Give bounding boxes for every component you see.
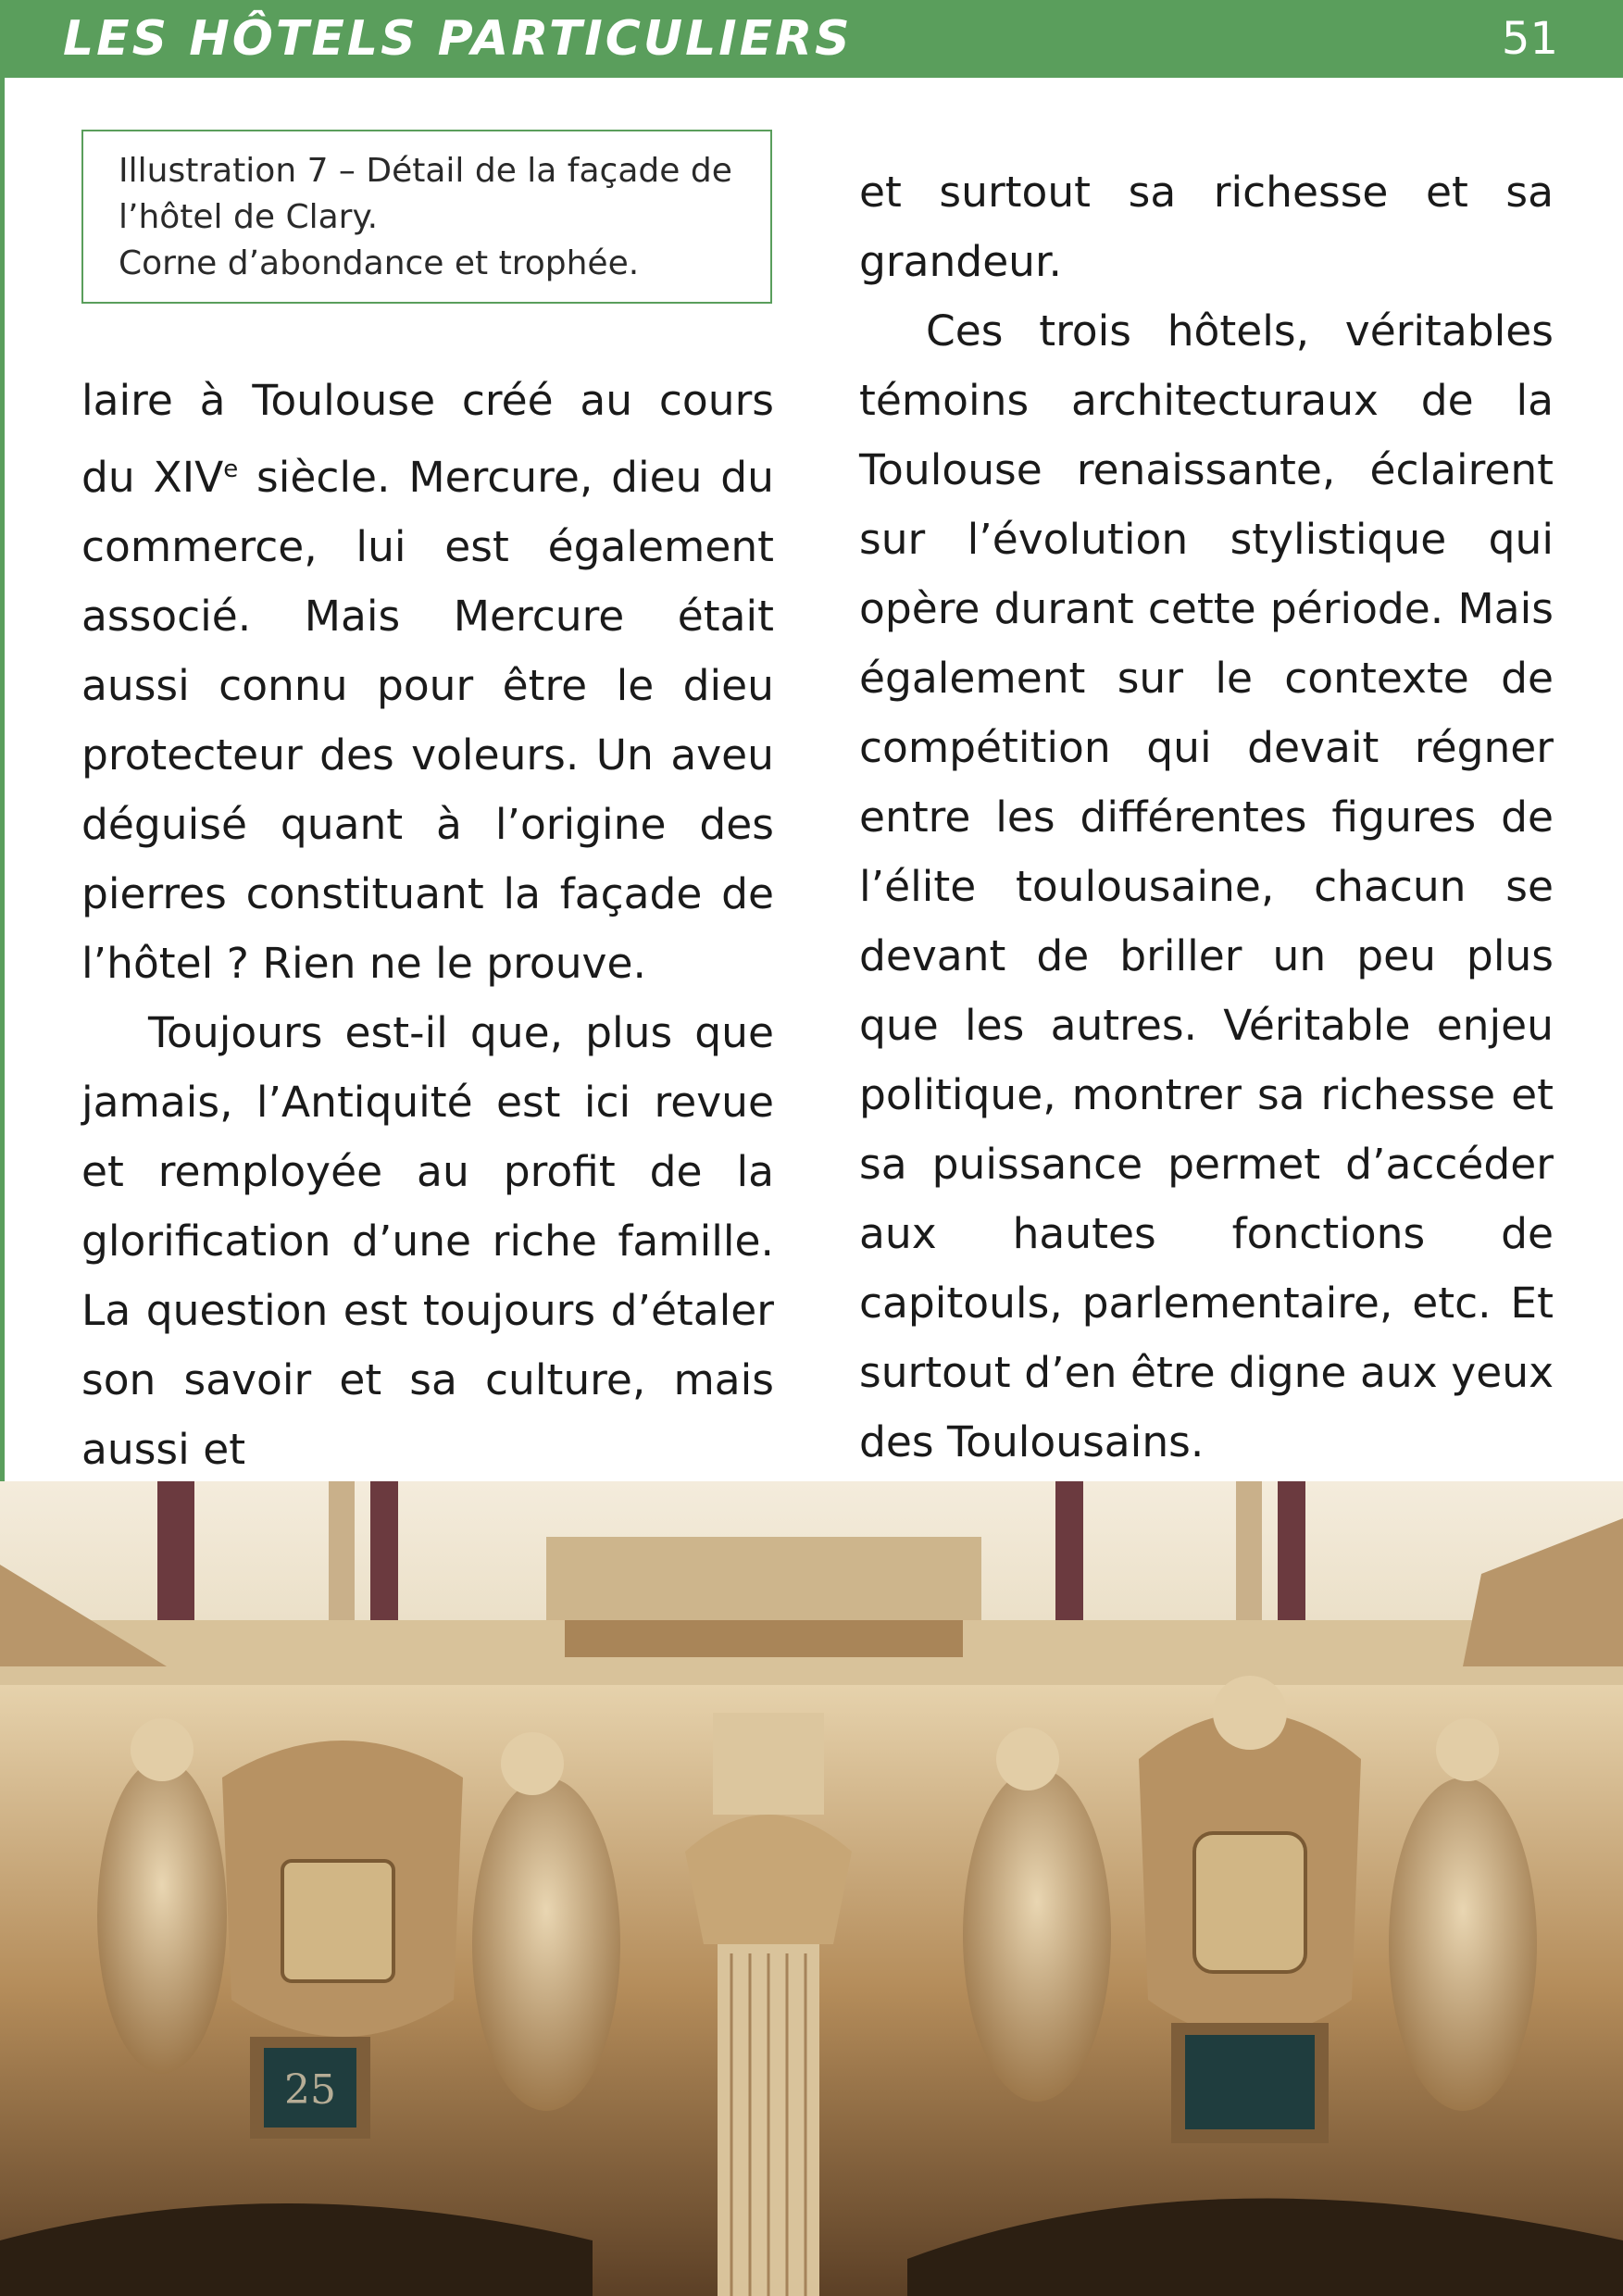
running-header-title: LES HÔTELS PARTICULIERS: [63, 11, 853, 67]
facade-illustration: [0, 1481, 1623, 2296]
caption-line: l’hôtel de Clary.: [119, 198, 379, 236]
body-paragraph: Ces trois hôtels, véritables témoins architecturaux de la Toulouse renaissante, éclairent sur l’évolution stylistique qui opère durant cette période. Mais également sur le contexte de compétition qui devait régner entre les différentes figures de l’élite toulousaine, chacun se devant de briller un peu plus que les autres. Véritable enjeu politique, montrer sa richesse et sa puissance permet d’accéder aux hautes fonctions de capitouls, parlementaire, etc. Et surtout d’en être digne aux yeux des Toulousains.: [859, 306, 1554, 1466]
left-text-column: [81, 366, 774, 1484]
right-text-column: [859, 157, 1554, 1477]
illustration-caption: [81, 130, 772, 304]
body-paragraph: et surtout sa richesse et sa grandeur.: [859, 168, 1554, 286]
paragraph-text: laire à Toulouse créé au cours du XIV: [81, 376, 774, 503]
paragraph-text: siècle. Mercure, dieu du commerce, lui est également associé. Mais Mercure était aussi connu pour être le dieu protecteur des voleurs. Un aveu déguisé quant à l’origine des pierres constituant la façade de l’hôtel ? Rien ne le prouve.: [81, 453, 774, 989]
header-bar: [0, 0, 1623, 78]
caption-line: Illustration 7 – Détail de la façade de: [119, 152, 732, 190]
body-paragraph: Toujours est-il que, plus que jamais, l’Antiquité est ici revue et remployée au profit de la glorification d’une riche famille. La question est toujours d’étaler son savoir et sa culture, mais aussi et: [81, 1008, 774, 1475]
body-paragraph: [81, 366, 774, 998]
page-number: 51: [1501, 13, 1558, 65]
left-edge-rule: [0, 78, 5, 1481]
facade-photo: [0, 1481, 1623, 2296]
superscript: e: [223, 455, 239, 483]
caption-line: Corne d’abondance et trophée.: [119, 244, 640, 282]
plaque-number: 25: [284, 2066, 336, 2114]
